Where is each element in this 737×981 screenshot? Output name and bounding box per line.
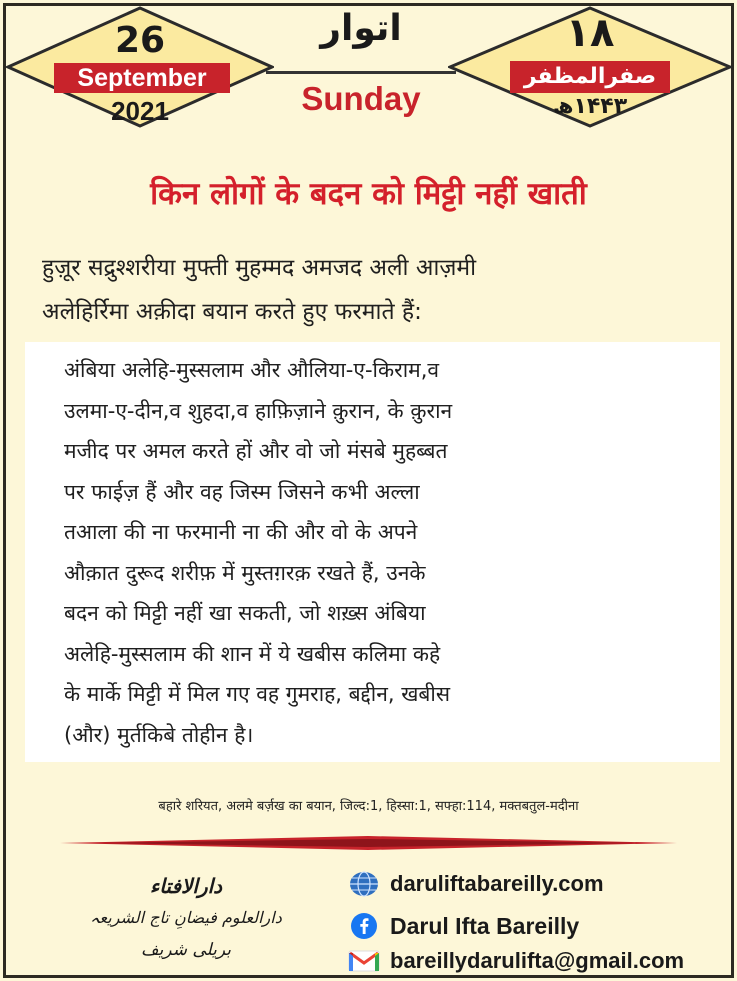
intro-line: अलेहिर्रिमा अक़ीदा बयान करते हुए फरमाते हैं: (42, 299, 422, 325)
weekday-divider (266, 71, 456, 74)
body-line: औक़ात दुरूद शरीफ़ में मुस्तग़रक़ रखते हैं, उनके (64, 560, 426, 585)
website-link[interactable]: daruliftabareilly.com (390, 871, 604, 896)
facebook-link[interactable]: Darul Ifta Bareilly (390, 912, 580, 939)
body-line: अलेहि-मुस्सलाम की शान में ये खबीस कलिमा कहे (64, 641, 441, 666)
facebook-icon (346, 911, 382, 941)
body-line: मजीद पर अमल करते हों और वो जो मंसबे मुहब्बत (64, 439, 448, 463)
contact-facebook[interactable] (346, 911, 726, 941)
org-line-1: دارالافتاء (149, 874, 223, 898)
body-line: पर फाईज़ हैं और वह जिस्म जिसने कभी अल्ला (64, 479, 420, 504)
body-line: बदन को मिट्टी नहीं खा सकती, जो शख़्स अंबिया (64, 601, 426, 625)
intro-line: हुज़ूर सद्रुश्शरीया मुफ्ती मुहम्मद अमजद अली आज़मी (42, 255, 477, 281)
gregorian-month: September (54, 63, 230, 93)
intro-text (42, 246, 722, 334)
org-line-3: بریلی شریف (141, 940, 231, 960)
gmail-icon (346, 946, 382, 976)
hijri-day: ۱۸ (565, 10, 615, 56)
reference-citation: बहारे शरियत, अलमे बर्ज़ख का बयान, जिल्द:1, हिस्सा:1, सफ्हा:114, मक्तबतुल-मदीना (158, 799, 579, 814)
gregorian-year: 2021 (111, 96, 169, 126)
globe-icon (346, 869, 382, 899)
body-line: (और) मुर्तकिबे तोहीन है। (64, 722, 254, 747)
weekday-urdu: اتوار (320, 8, 402, 49)
body-text (64, 350, 704, 755)
gregorian-date-badge (6, 6, 274, 128)
org-line-2: دارالعلوم فیضانِ تاج الشریعہ (90, 908, 282, 927)
email-link[interactable]: bareillydarulifta@gmail.com (390, 948, 685, 973)
hijri-date-badge (448, 6, 732, 128)
page-title: किन लोगों के बदन को मिट्टी नहीं खाती (150, 176, 587, 212)
ornamental-divider (60, 836, 677, 850)
weekday-english: Sunday (301, 80, 421, 117)
body-line: तआला की ना फरमानी ना की और वो के अपने (64, 520, 418, 544)
gregorian-day: 26 (114, 20, 166, 61)
contact-email[interactable] (346, 946, 726, 976)
hijri-year: ۱۴۴۳ھ (552, 94, 628, 119)
body-line: अंबिया अलेहि-मुस्सलाम और औलिया-ए-किराम,व (64, 358, 440, 382)
hijri-month: صفرالمظفر (510, 61, 670, 93)
body-line: उलमा-ए-दीन,व शुहदा,व हाफ़िज़ाने क़ुरान, के क़ुरान (64, 398, 453, 423)
contact-website[interactable] (346, 869, 726, 899)
body-line: के मार्के मिट्टी में मिल गए वह गुमराह, बद्दीन, खबीस (64, 682, 451, 706)
